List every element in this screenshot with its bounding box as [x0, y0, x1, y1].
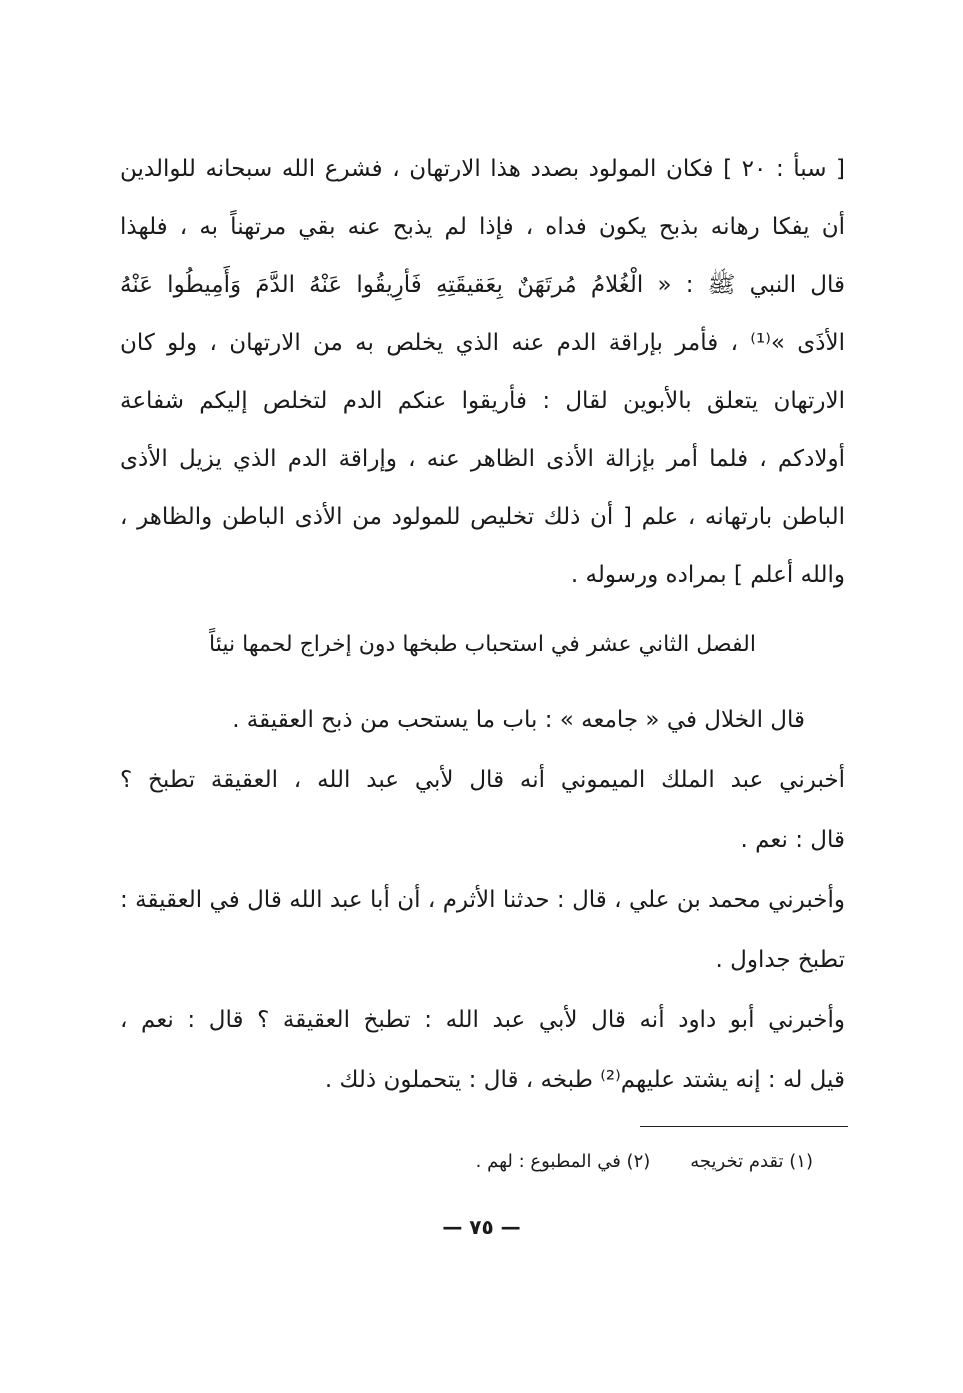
paragraph-line: أولادكم ، فلما أمر بإزالة الأذى الظاهر عنه ، وإراقة الدم الذي يزيل الأذى [120, 446, 845, 472]
paragraph-line: [ سبأ : ٢٠ ] فكان المولود بصدد هذا الارتهان ، فشرع الله سبحانه للوالدين [120, 156, 846, 182]
paragraph-line: الأذَى »⁽¹⁾ ، فأمر بإراقة الدم عنه الذي يخلص به من الارتهان ، ولو كان [120, 330, 845, 356]
paragraph-line: أخبرني عبد الملك الميموني أنه قال لأبي عبد الله ، العقيقة تطبخ ؟ [120, 767, 845, 793]
footnote-divider [640, 1126, 848, 1127]
paragraph-line: والله أعلم ] بمراده ورسوله . [570, 562, 845, 588]
paragraph-aqiqah-ransom [120, 140, 845, 604]
paragraph-cooking-aqiqah [120, 690, 845, 1110]
paragraph-line: أن يفكا رهانه بذبح يكون فداه ، فإذا لم يذبح عنه بقي مرتهناً به ، فلهذا [120, 214, 845, 240]
paragraph-line: الباطن بارتهانه ، علم [ أن ذلك تخليص للمولود من الأذى الباطن والظاهر ، [120, 504, 845, 530]
paragraph-line: قيل له : إنه يشتد عليهم⁽²⁾ طبخه ، قال : يتحملون ذلك . [324, 1067, 845, 1093]
paragraph-line: قال : نعم . [740, 827, 845, 853]
footnotes [476, 1142, 813, 1182]
paragraph-line: وأخبرني محمد بن علي ، قال : حدثنا الأثرم ، أن أبا عبد الله قال في العقيقة : [120, 887, 845, 913]
paragraph-line: قال النبي ﷺ : « الْغُلامُ مُرتَهَنٌ بِعَقيقَتِهِ فَأرِيقُوا عَنْهُ الدَّمَ وَأَمِيطُوا عَنْهُ [120, 272, 845, 298]
footnote-2: (٢) في المطبوع : لهم . [475, 1151, 651, 1172]
section-heading: الفصل الثاني عشر في استحباب طبخها دون إخراج لحمها نيئاً [209, 632, 756, 657]
paragraph-line: وأخبرني أبو داود أنه قال لأبي عبد الله : تطبخ العقيقة ؟ قال : نعم ، [120, 1007, 845, 1033]
footnote-1: (١) تقدم تخريجه [690, 1151, 813, 1172]
paragraph-line: الارتهان يتعلق بالأبوين لقال : فأريقوا عنكم الدم لتخلص إليكم شفاعة [120, 388, 845, 414]
page-number: — ٧٥ — [442, 1215, 521, 1239]
paragraph-line: تطبخ جداول . [715, 947, 845, 973]
paragraph-line: قال الخلال في « جامعه » : باب ما يستحب من ذبح العقيقة . [232, 707, 805, 733]
